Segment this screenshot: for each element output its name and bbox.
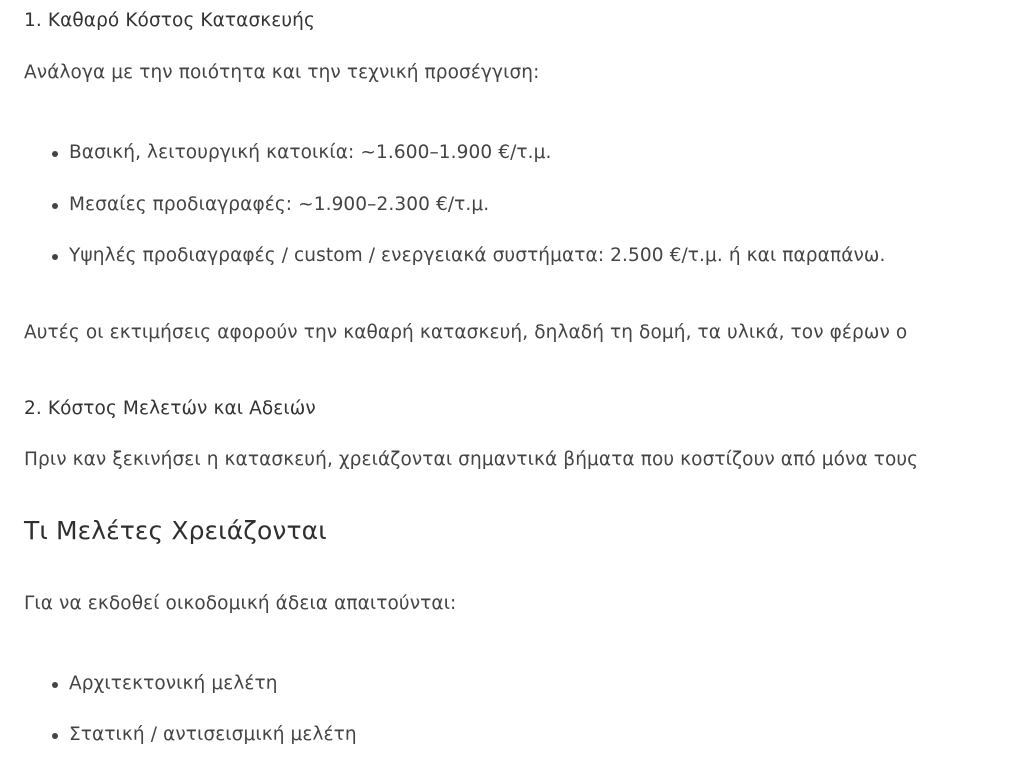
studies-intro: Για να εκδοθεί οικοδομική άδεια απαιτούνται: (24, 593, 457, 614)
studies-heading: Τι Μελέτες Χρειάζονται (24, 516, 327, 545)
section-1-intro: Ανάλογα με την ποιότητα και την τεχνική προσέγγιση: (24, 62, 540, 83)
section-1-note: Αυτές οι εκτιμήσεις αφορούν την καθαρή κατασκευή, δηλαδή τη δομή, τα υλικά, τον φέρων ο (24, 322, 908, 343)
list-item: Μεσαίες προδιαγραφές: ~1.900–2.300 €/τ.μ. (50, 192, 489, 218)
list-item: Αρχιτεκτονική μελέτη (50, 671, 278, 697)
list-item: Υψηλές προδιαγραφές / custom / ενεργειακά συστήματα: 2.500 €/τ.μ. ή και παραπάνω. (50, 243, 886, 269)
section-2-intro: Πριν καν ξεκινήσει η κατασκευή, χρειάζονται σημαντικά βήματα που κοστίζουν από μόνα τους (24, 449, 919, 470)
section-2-title: 2. Κόστος Μελετών και Αδειών (24, 398, 316, 419)
list-item: Βασική, λειτουργική κατοικία: ~1.600–1.900 €/τ.μ. (50, 140, 552, 166)
section-1-title: 1. Καθαρό Κόστος Κατασκευής (24, 10, 315, 31)
list-item: Στατική / αντισεισμική μελέτη (50, 722, 357, 748)
